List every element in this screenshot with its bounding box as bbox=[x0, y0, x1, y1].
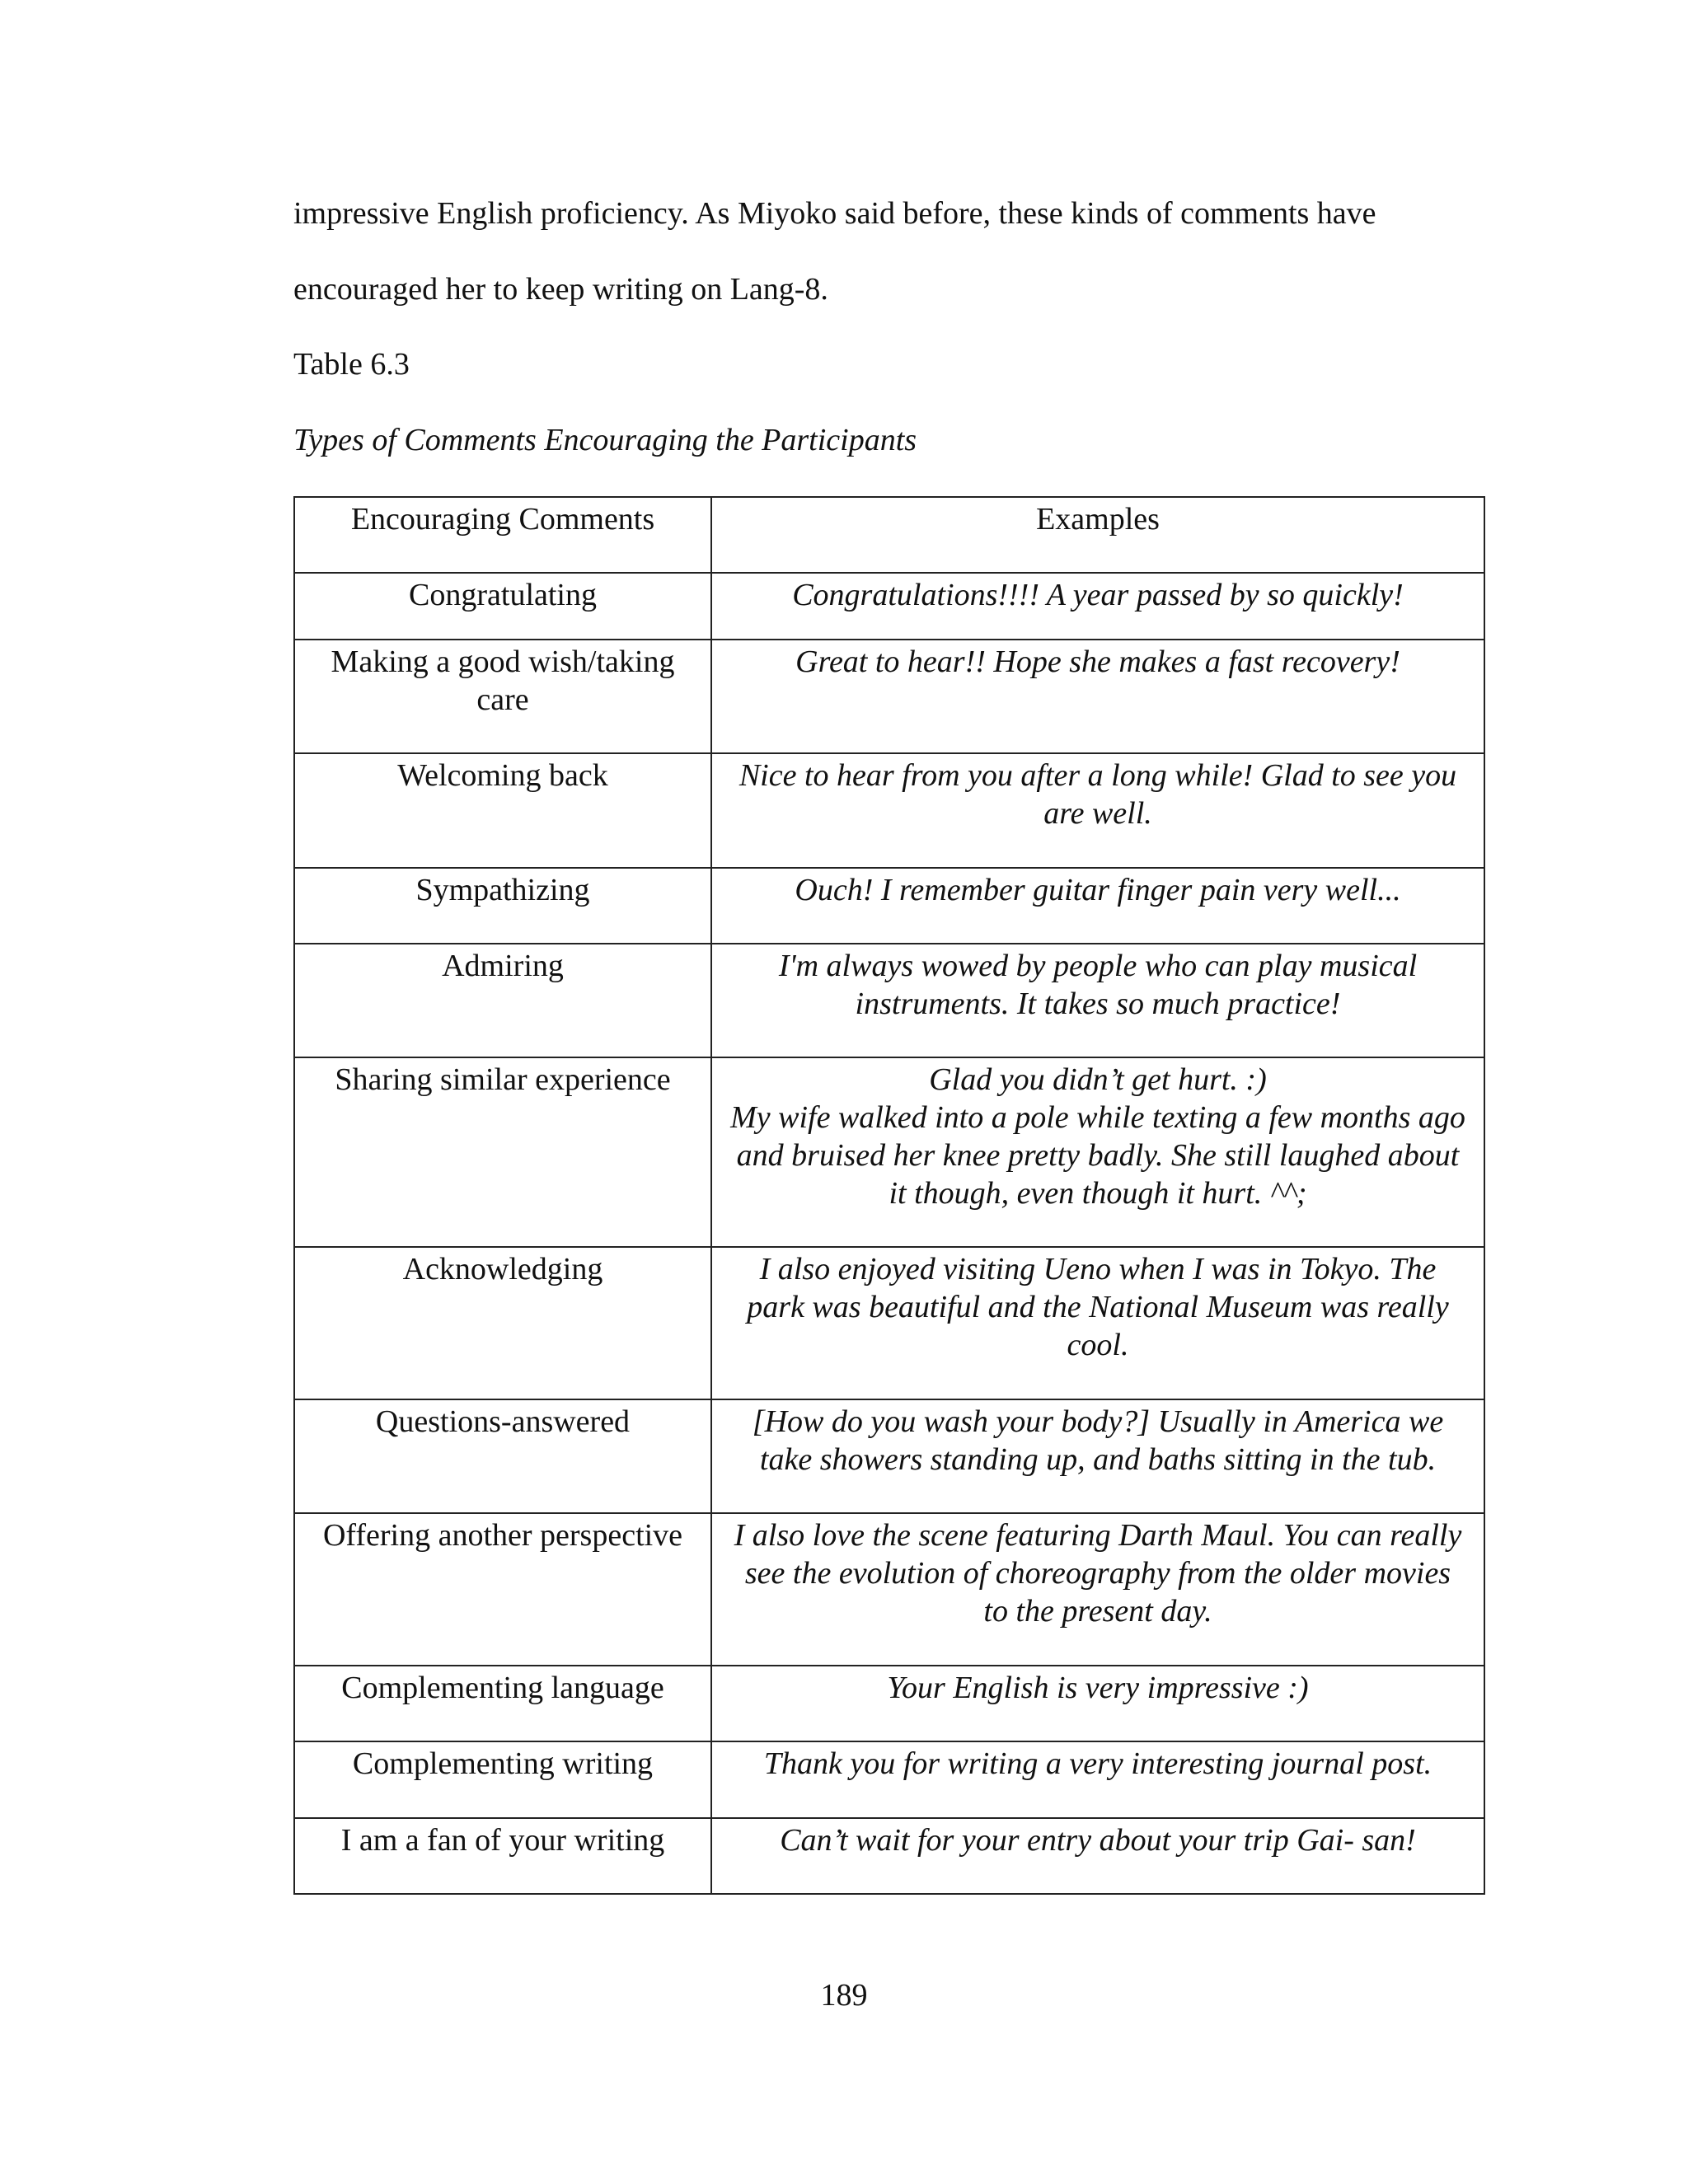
example-text: Ouch! I remember guitar finger pain very well... bbox=[795, 873, 1401, 907]
table-row bbox=[294, 944, 1484, 1057]
example-text: Glad you didn’t get hurt. :) bbox=[929, 1062, 1267, 1097]
comment-type-cell: Sympathizing bbox=[294, 868, 711, 944]
example-cell bbox=[711, 1513, 1484, 1666]
example-text: I also enjoyed visiting Ueno when I was in Tokyo. The park was beautiful and the National Museum was really cool. bbox=[747, 1252, 1449, 1362]
table-header-row bbox=[294, 497, 1484, 573]
table-number: Table 6.3 bbox=[293, 347, 410, 382]
table-title: Types of Comments Encouraging the Participants bbox=[293, 423, 917, 457]
example-cell bbox=[711, 573, 1484, 640]
table-row bbox=[294, 1513, 1484, 1666]
example-cell bbox=[711, 1057, 1484, 1247]
table-row bbox=[294, 753, 1484, 868]
example-text: Congratulations!!!! A year passed by so quickly! bbox=[792, 578, 1404, 612]
page-number: 189 bbox=[820, 1978, 868, 2013]
example-cell bbox=[711, 1741, 1484, 1818]
table-row bbox=[294, 1399, 1484, 1513]
example-cell bbox=[711, 640, 1484, 753]
example-text: I also love the scene featuring Darth Maul. You can really see the evolution of choreography from the older movies to the present day. bbox=[734, 1518, 1462, 1629]
table-row bbox=[294, 640, 1484, 753]
example-cell bbox=[711, 753, 1484, 868]
comment-type-cell: I am a fan of your writing bbox=[294, 1818, 711, 1894]
table-row bbox=[294, 1666, 1484, 1741]
header-examples: Examples bbox=[711, 497, 1484, 573]
example-text: I'm always wowed by people who can play musical instruments. It takes so much practice! bbox=[778, 949, 1418, 1021]
example-text: Nice to hear from you after a long while! Glad to see you are well. bbox=[738, 758, 1457, 831]
example-cell bbox=[711, 1399, 1484, 1513]
comment-type-cell: Complementing language bbox=[294, 1666, 711, 1741]
comment-type-cell: Admiring bbox=[294, 944, 711, 1057]
comment-type-cell: Acknowledging bbox=[294, 1247, 711, 1399]
example-text: Can’t wait for your entry about your trip Gai- san! bbox=[780, 1823, 1416, 1858]
comment-type-cell: Offering another perspective bbox=[294, 1513, 711, 1666]
example-cell bbox=[711, 1247, 1484, 1399]
example-cell bbox=[711, 944, 1484, 1057]
table-row bbox=[294, 868, 1484, 944]
table-row bbox=[294, 1247, 1484, 1399]
example-text: Thank you for writing a very interesting journal post. bbox=[763, 1746, 1432, 1781]
example-text: My wife walked into a pole while texting a few months ago and bruised her knee pretty badly. She still laughed about it though, even though it hurt. ^^; bbox=[730, 1100, 1465, 1211]
header-encouraging-comments: Encouraging Comments bbox=[294, 497, 711, 573]
table-row bbox=[294, 573, 1484, 640]
table-row bbox=[294, 1057, 1484, 1247]
comment-type-cell: Questions-answered bbox=[294, 1399, 711, 1513]
example-cell bbox=[711, 1666, 1484, 1741]
table-row bbox=[294, 1818, 1484, 1894]
example-cell bbox=[711, 868, 1484, 944]
comment-type-cell: Making a good wish/taking care bbox=[294, 640, 711, 753]
comment-type-cell: Welcoming back bbox=[294, 753, 711, 868]
example-cell bbox=[711, 1818, 1484, 1894]
example-text: Great to hear!! Hope she makes a fast recovery! bbox=[795, 644, 1400, 679]
comment-type-cell: Sharing similar experience bbox=[294, 1057, 711, 1247]
comments-table bbox=[293, 496, 1485, 1895]
example-text: [How do you wash your body?] Usually in America we take showers standing up, and baths sitting in the tub. bbox=[752, 1404, 1444, 1477]
comment-type-cell: Congratulating bbox=[294, 573, 711, 640]
comment-type-cell: Complementing writing bbox=[294, 1741, 711, 1818]
table-row bbox=[294, 1741, 1484, 1818]
example-text: Your English is very impressive :) bbox=[887, 1671, 1309, 1705]
body-text-line-2: encouraged her to keep writing on Lang-8. bbox=[293, 272, 828, 307]
body-text-line-1: impressive English proficiency. As Miyoko said before, these kinds of comments have bbox=[293, 196, 1376, 231]
